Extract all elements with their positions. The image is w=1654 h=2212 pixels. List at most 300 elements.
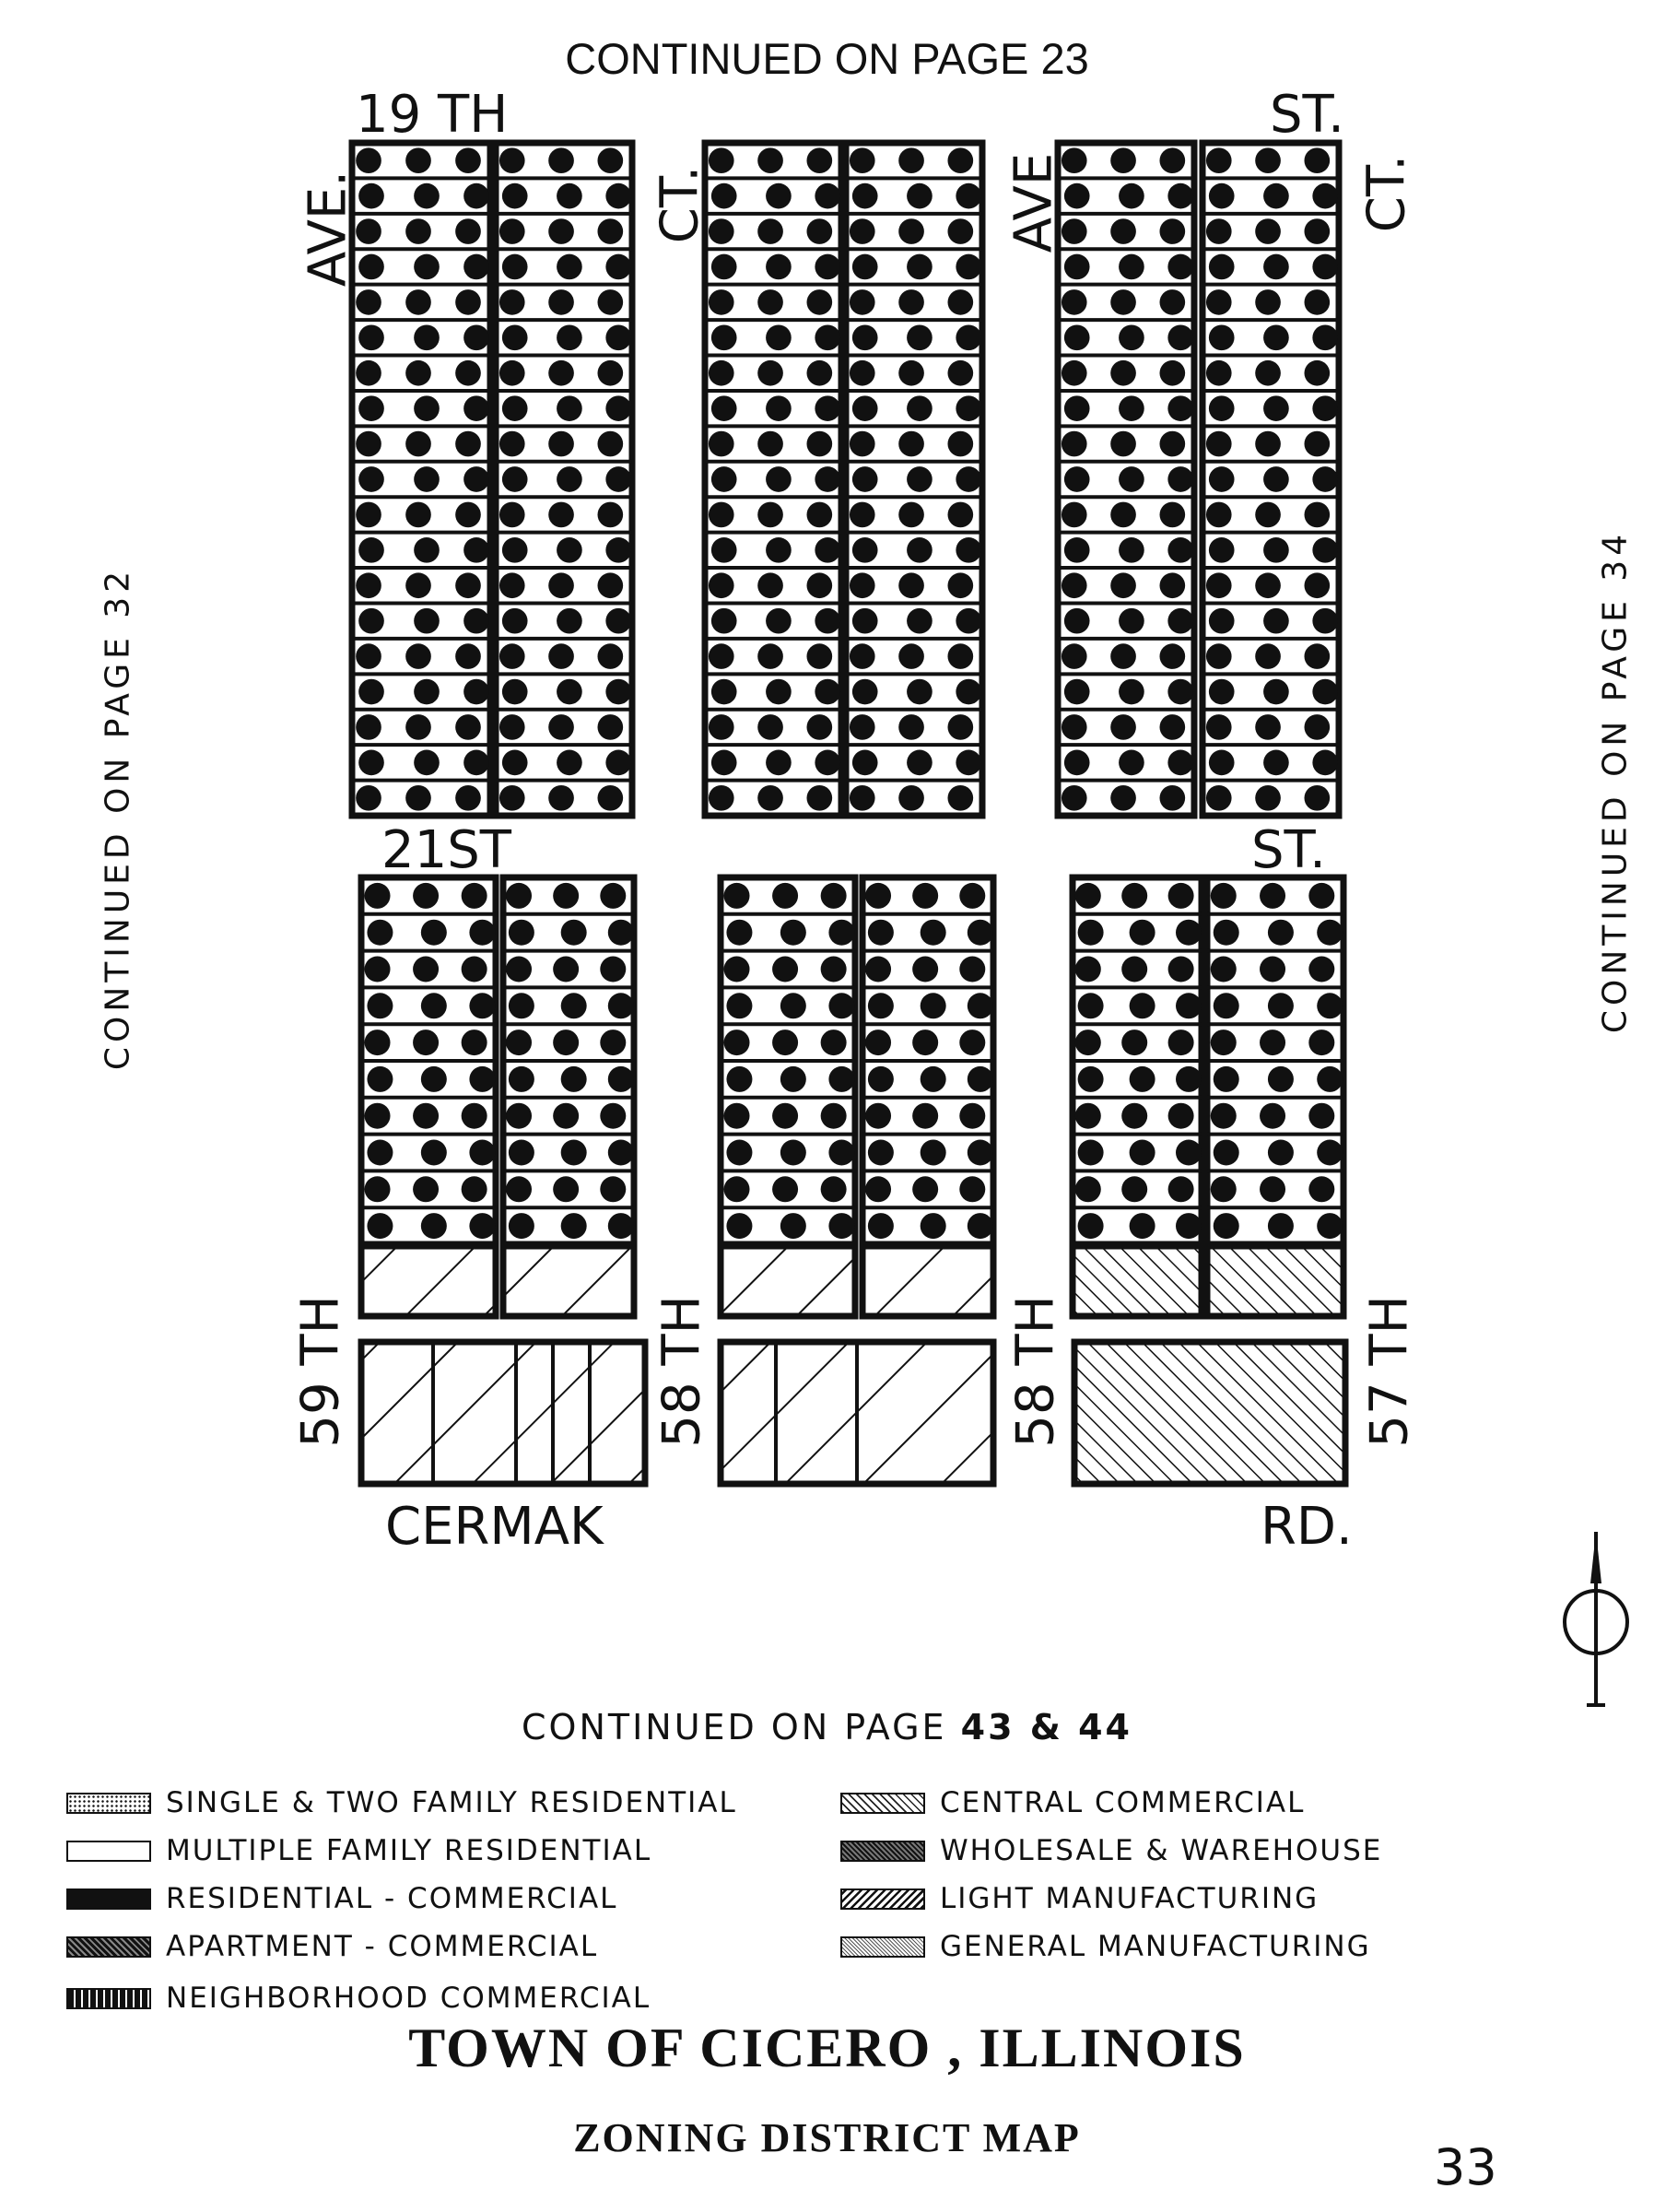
lot-dot <box>1176 1066 1202 1092</box>
lot-dot <box>956 395 981 421</box>
lot-dot <box>1159 714 1185 740</box>
lot-dot <box>1304 502 1330 528</box>
lot-dot <box>1304 785 1330 811</box>
lot-dot <box>1062 502 1087 528</box>
street-57th: 57 TH <box>1359 1295 1420 1448</box>
lot-dot <box>956 608 981 634</box>
lot-dot <box>1263 466 1289 492</box>
lot-dot <box>868 993 894 1018</box>
lot-dot <box>499 431 525 457</box>
lot-dot <box>414 537 440 563</box>
lot-dot <box>356 147 381 173</box>
lot-dot <box>724 1030 750 1055</box>
lot-dot <box>766 395 792 421</box>
lot-dot <box>907 183 933 209</box>
lot-dot <box>358 254 384 280</box>
lot-dot <box>1304 431 1330 457</box>
lot-dot <box>772 957 798 982</box>
lot-dot <box>1062 147 1087 173</box>
lot-dot <box>1078 993 1104 1018</box>
lot-dot <box>1260 883 1285 909</box>
lot-dot <box>462 957 487 982</box>
lot-dot <box>356 572 381 598</box>
lot-dot <box>597 643 623 669</box>
lot-dot <box>956 466 981 492</box>
lot-dot <box>1308 1176 1334 1202</box>
lot-dot <box>724 1103 750 1129</box>
lot-dot <box>1312 750 1338 776</box>
lot-dot <box>1121 883 1147 909</box>
lot-dot <box>1312 537 1338 563</box>
lot-dot <box>605 537 631 563</box>
lot-dot <box>956 183 981 209</box>
lot-dot <box>1167 608 1193 634</box>
lot-dot <box>821 957 847 982</box>
lot-dot <box>509 1213 534 1239</box>
lot-dot <box>608 920 634 946</box>
lot-dot <box>757 572 783 598</box>
continued-bottom-text: CONTINUED ON PAGE <box>522 1707 961 1747</box>
lot-dot <box>1078 1066 1104 1092</box>
street-ave-left: AVE. <box>298 170 358 288</box>
lot-dot <box>757 218 783 244</box>
lot-dot <box>766 466 792 492</box>
lot-dot <box>1176 1213 1202 1239</box>
lot-dot <box>1121 1103 1147 1129</box>
lot-dot <box>597 572 623 598</box>
lot-dot <box>405 502 431 528</box>
lot-dot <box>413 1103 439 1129</box>
lot-dot <box>1308 957 1334 982</box>
lot-dot <box>605 183 631 209</box>
lot-dot <box>557 608 582 634</box>
lot-dot <box>898 502 924 528</box>
lot-dot <box>709 289 734 315</box>
lot-dot <box>1064 324 1090 350</box>
lot-dot <box>1317 1213 1343 1239</box>
lot-dot <box>414 608 440 634</box>
lot-dot <box>557 750 582 776</box>
lot-dot <box>1075 1103 1101 1129</box>
lot-dot <box>1168 883 1194 909</box>
lot-dot <box>815 679 840 705</box>
lot-dot <box>709 147 734 173</box>
lot-dot <box>921 1213 946 1239</box>
lot-dot <box>605 750 631 776</box>
lot-dot <box>815 750 840 776</box>
lot-dot <box>463 608 489 634</box>
lot-dot <box>414 324 440 350</box>
lot-dot <box>1159 360 1185 386</box>
lot-dot <box>561 1213 587 1239</box>
lot-dot <box>1317 920 1343 946</box>
lot-dot <box>766 750 792 776</box>
lot-dot <box>506 1103 532 1129</box>
lot-dot <box>921 1066 946 1092</box>
lot-dot <box>947 431 973 457</box>
lot-dot <box>1206 643 1232 669</box>
commercial-strip-3 <box>721 1246 855 1316</box>
lot-dot <box>367 1213 393 1239</box>
lot-dot <box>711 750 737 776</box>
lot-dot <box>1062 218 1087 244</box>
lot-dot <box>947 714 973 740</box>
lot-dot <box>405 572 431 598</box>
lot-dot <box>912 1103 938 1129</box>
lot-dot <box>1064 750 1090 776</box>
lot-dot <box>1211 1103 1237 1129</box>
lot-dot <box>898 360 924 386</box>
lot-dot <box>421 993 447 1018</box>
lot-dot <box>1312 183 1338 209</box>
lot-dot <box>1268 920 1294 946</box>
lot-dot <box>455 218 481 244</box>
lot-dot <box>548 502 574 528</box>
lot-dot <box>907 608 933 634</box>
lot-dot <box>365 1176 391 1202</box>
lot-dot <box>509 1066 534 1092</box>
lot-dot <box>1168 1030 1194 1055</box>
lot-dot <box>463 466 489 492</box>
lot-dot <box>502 183 528 209</box>
lot-dot <box>850 218 875 244</box>
lot-dot <box>852 183 878 209</box>
lot-dot <box>597 431 623 457</box>
lot-dot <box>806 289 832 315</box>
lot-dot <box>956 324 981 350</box>
lot-dot <box>947 785 973 811</box>
lot-dot <box>1121 1030 1147 1055</box>
lot-dot <box>1130 920 1155 946</box>
lot-dot <box>852 679 878 705</box>
lot-dot <box>455 147 481 173</box>
lot-dot <box>1119 537 1144 563</box>
lot-dot <box>815 537 840 563</box>
lot-dot <box>548 785 574 811</box>
lot-dot <box>968 1140 993 1166</box>
lot-dot <box>898 431 924 457</box>
continued-bottom-label <box>0 1707 1654 1747</box>
lot-dot <box>1209 254 1235 280</box>
continued-left-label: CONTINUED ON PAGE 32 <box>99 566 137 1071</box>
lot-dot <box>356 643 381 669</box>
lot-dot <box>1255 714 1281 740</box>
lot-dot <box>711 537 737 563</box>
lot-dot <box>726 993 752 1018</box>
lot-dot <box>907 750 933 776</box>
lot-dot <box>413 883 439 909</box>
lot-dot <box>463 395 489 421</box>
lot-dot <box>711 466 737 492</box>
lot-dot <box>605 395 631 421</box>
lot-dot <box>959 1030 985 1055</box>
lot-dot <box>1206 431 1232 457</box>
lot-dot <box>509 920 534 946</box>
lot-dot <box>898 289 924 315</box>
lot-dot <box>608 1140 634 1166</box>
lot-dot <box>405 147 431 173</box>
lot-dot <box>421 1140 447 1166</box>
lot-dot <box>766 537 792 563</box>
lot-dot <box>462 883 487 909</box>
lot-dot <box>506 883 532 909</box>
lot-dot <box>815 608 840 634</box>
lot-dot <box>1075 883 1101 909</box>
lot-dot <box>852 324 878 350</box>
lot-dot <box>597 502 623 528</box>
lot-dot <box>828 993 854 1018</box>
lot-dot <box>553 1103 579 1129</box>
page-number: 33 <box>1434 2138 1497 2196</box>
lot-dot <box>1214 1213 1239 1239</box>
lot-dot <box>1263 183 1289 209</box>
lot-dot <box>557 679 582 705</box>
lot-dot <box>1255 289 1281 315</box>
lot-dot <box>711 183 737 209</box>
lot-dot <box>1260 1030 1285 1055</box>
lot-dot <box>548 360 574 386</box>
city-blocks <box>352 143 1345 1484</box>
lot-dot <box>1064 679 1090 705</box>
lot-dot <box>358 608 384 634</box>
lot-dot <box>597 218 623 244</box>
lot-dot <box>553 1176 579 1202</box>
cermak-block-east <box>1074 1342 1345 1484</box>
lot-dot <box>462 1176 487 1202</box>
lot-dot <box>1075 957 1101 982</box>
lot-dot <box>757 431 783 457</box>
lot-dot <box>414 466 440 492</box>
lot-dot <box>1209 608 1235 634</box>
lot-dot <box>907 679 933 705</box>
lot-dot <box>757 714 783 740</box>
continued-bottom-pages: 43 & 44 <box>960 1707 1132 1747</box>
lot-dot <box>852 466 878 492</box>
lot-dot <box>907 466 933 492</box>
lot-dot <box>405 218 431 244</box>
lot-dot <box>1317 1140 1343 1166</box>
lot-dot <box>850 572 875 598</box>
lot-dot <box>766 679 792 705</box>
lot-dot <box>1159 431 1185 457</box>
lot-dot <box>1119 395 1144 421</box>
lot-dot <box>1255 218 1281 244</box>
lot-dot <box>405 289 431 315</box>
lot-dot <box>1308 1103 1334 1129</box>
lot-dot <box>815 254 840 280</box>
lot-dot <box>1268 993 1294 1018</box>
lot-dot <box>956 679 981 705</box>
lot-dot <box>1119 466 1144 492</box>
lot-dot <box>852 537 878 563</box>
lot-dot <box>850 643 875 669</box>
lot-dot <box>414 395 440 421</box>
lot-dot <box>766 183 792 209</box>
lot-dot <box>499 643 525 669</box>
lot-dot <box>548 714 574 740</box>
lot-dot <box>947 218 973 244</box>
lot-dot <box>709 572 734 598</box>
lot-dot <box>455 502 481 528</box>
lot-dot <box>772 1176 798 1202</box>
lot-dot <box>553 883 579 909</box>
lot-dot <box>1304 289 1330 315</box>
lot-dot <box>509 1140 534 1166</box>
lot-dot <box>850 714 875 740</box>
lot-dot <box>815 183 840 209</box>
lot-dot <box>780 1213 806 1239</box>
lot-dot <box>608 1066 634 1092</box>
lot-dot <box>907 537 933 563</box>
lot-dot <box>724 883 750 909</box>
lot-dot <box>1167 537 1193 563</box>
lot-dot <box>968 1066 993 1092</box>
lot-dot <box>815 466 840 492</box>
lot-dot <box>455 360 481 386</box>
lot-dot <box>1312 254 1338 280</box>
lot-dot <box>766 254 792 280</box>
lot-dot <box>806 502 832 528</box>
lot-dot <box>1159 147 1185 173</box>
lot-dot <box>947 502 973 528</box>
lot-dot <box>1214 920 1239 946</box>
lot-dot <box>1312 324 1338 350</box>
lot-dot <box>502 679 528 705</box>
lot-dot <box>1260 1103 1285 1129</box>
lot-dot <box>600 1103 626 1129</box>
lot-dot <box>1268 1066 1294 1092</box>
lot-dot <box>711 324 737 350</box>
lot-dot <box>356 360 381 386</box>
lot-dot <box>557 183 582 209</box>
lot-dot <box>1062 785 1087 811</box>
lot-dot <box>1110 431 1136 457</box>
lot-dot <box>367 993 393 1018</box>
lot-dot <box>1255 431 1281 457</box>
lot-dot <box>1064 466 1090 492</box>
lot-dot <box>772 1030 798 1055</box>
lot-dot <box>828 1140 854 1166</box>
lot-dot <box>1062 360 1087 386</box>
legend-label: WHOLESALE & WAREHOUSE <box>940 1834 1383 1867</box>
lot-dot <box>463 254 489 280</box>
manufacturing-strip-1 <box>1073 1246 1202 1316</box>
lot-dot <box>463 324 489 350</box>
lot-dot <box>608 1213 634 1239</box>
legend-label: SINGLE & TWO FAMILY RESIDENTIAL <box>166 1786 737 1819</box>
map-subtitle: ZONING DISTRICT MAP <box>573 2115 1081 2160</box>
lot-dot <box>561 1066 587 1092</box>
lot-dot <box>414 679 440 705</box>
lot-dot <box>469 920 495 946</box>
lot-dot <box>358 750 384 776</box>
lot-dot <box>898 572 924 598</box>
lot-dot <box>959 1176 985 1202</box>
lot-dot <box>1304 147 1330 173</box>
lot-dot <box>1078 1140 1104 1166</box>
lot-dot <box>709 431 734 457</box>
lot-dot <box>414 750 440 776</box>
lot-dot <box>455 643 481 669</box>
lot-dot <box>553 1030 579 1055</box>
street-58th-a: 58 TH <box>651 1295 712 1448</box>
lot-dot <box>724 1176 750 1202</box>
lot-dot <box>947 147 973 173</box>
lot-dot <box>502 395 528 421</box>
lot-dot <box>724 957 750 982</box>
lot-dot <box>772 883 798 909</box>
lot-dot <box>968 993 993 1018</box>
lot-dot <box>865 1176 891 1202</box>
commercial-strip-4 <box>862 1246 993 1316</box>
lot-dot <box>1304 714 1330 740</box>
lot-dot <box>868 1213 894 1239</box>
lot-dot <box>1168 957 1194 982</box>
lot-dot <box>367 1140 393 1166</box>
street-ave-mid: AVE <box>1003 152 1064 253</box>
north-arrow-icon <box>1559 1526 1633 1711</box>
lot-dot <box>502 537 528 563</box>
lot-dot <box>726 920 752 946</box>
lot-dot <box>806 785 832 811</box>
lot-dot <box>1209 537 1235 563</box>
lot-dot <box>608 993 634 1018</box>
lot-dot <box>1214 993 1239 1018</box>
lot-dot <box>1159 572 1185 598</box>
lot-dot <box>358 324 384 350</box>
lot-dot <box>806 714 832 740</box>
lot-dot <box>1062 572 1087 598</box>
lot-dot <box>1119 750 1144 776</box>
lot-dot <box>1159 785 1185 811</box>
legend-label: APARTMENT - COMMERCIAL <box>166 1930 599 1963</box>
lot-dot <box>463 750 489 776</box>
lot-dot <box>499 360 525 386</box>
lot-dot <box>852 254 878 280</box>
lot-dot <box>1206 785 1232 811</box>
lot-dot <box>898 147 924 173</box>
lot-dot <box>358 395 384 421</box>
lot-dot <box>413 957 439 982</box>
lot-dot <box>1209 395 1235 421</box>
lot-dot <box>561 993 587 1018</box>
lot-dot <box>1167 750 1193 776</box>
lot-dot <box>1168 1103 1194 1129</box>
lot-dot <box>499 502 525 528</box>
lot-dot <box>597 289 623 315</box>
lot-dot <box>356 218 381 244</box>
lot-dot <box>907 324 933 350</box>
lot-dot <box>1317 1066 1343 1092</box>
lot-dot <box>1078 1213 1104 1239</box>
lot-dot <box>898 643 924 669</box>
lot-dot <box>1206 714 1232 740</box>
lot-dot <box>1206 502 1232 528</box>
lot-dot <box>358 537 384 563</box>
lot-dot <box>1211 883 1237 909</box>
lot-dot <box>1167 183 1193 209</box>
lot-dot <box>462 1103 487 1129</box>
lot-dot <box>421 920 447 946</box>
lot-dot <box>597 714 623 740</box>
lot-dot <box>709 218 734 244</box>
lot-dot <box>821 1030 847 1055</box>
lot-dot <box>502 466 528 492</box>
lot-dot <box>405 785 431 811</box>
lot-dot <box>1255 147 1281 173</box>
lot-dot <box>907 254 933 280</box>
lot-dot <box>1268 1140 1294 1166</box>
